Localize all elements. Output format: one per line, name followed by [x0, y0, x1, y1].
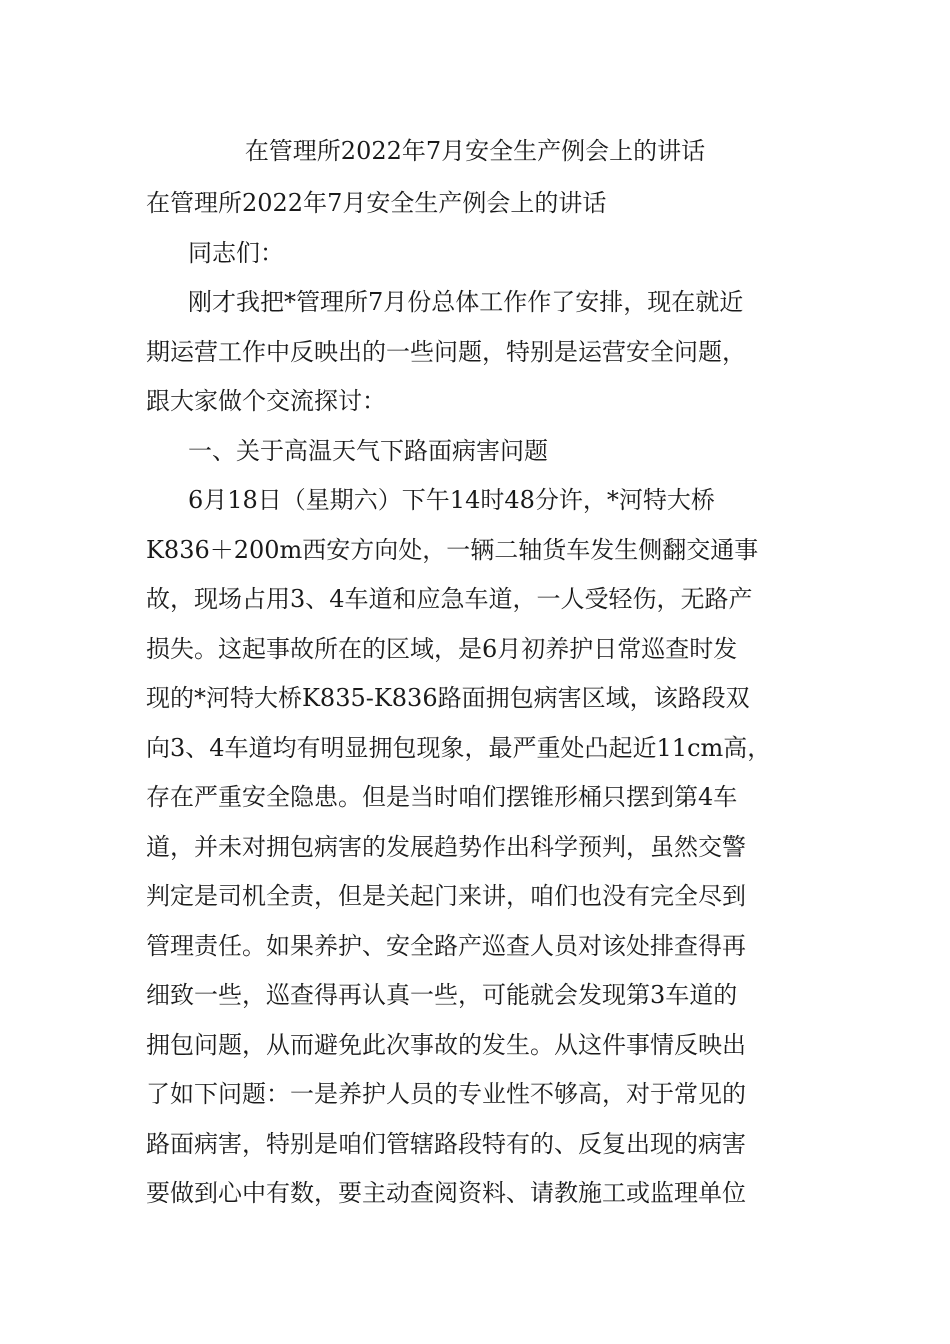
- greeting-line: 同志们：: [188, 238, 284, 267]
- body-line: 要做到心中有数，要主动查阅资料、请教施工或监理单位: [146, 1179, 746, 1207]
- document-body: [146, 179, 836, 1219]
- body-line: 了如下问题：一是养护人员的专业性不够高，对于常见的: [146, 1080, 746, 1108]
- body-line: 路面病害，特别是咱们管辖路段特有的、反复出现的病害: [146, 1129, 746, 1158]
- body-line: 细致一些，巡查得再认真一些，可能就会发现第3车道的: [146, 981, 738, 1009]
- body-line: 在管理所2022年7月安全生产例会上的讲话: [146, 189, 607, 217]
- body-line: 管理责任。如果养护、安全路产巡查人员对该处排查得再: [146, 931, 746, 960]
- body-line: 拥包问题，从而避免此次事故的发生。从这件事情反映出: [146, 1030, 746, 1059]
- paragraph-start: 6月18日（星期六）下午14时48分许，*河特大桥: [188, 486, 715, 514]
- body-line: 跟大家做个交流探讨：: [146, 387, 386, 415]
- document-title: 在管理所2022年7月安全生产例会上的讲话: [244, 137, 706, 165]
- body-line: 故，现场占用3、4车道和应急车道，一人受轻伤，无路产: [146, 585, 753, 613]
- section-heading: 一、关于高温天气下路面病害问题: [188, 436, 548, 465]
- body-line: 判定是司机全责，但是关起门来讲，咱们也没有完全尽到: [146, 882, 746, 910]
- body-line: 期运营工作中反映出的一些问题，特别是运营安全问题，: [146, 337, 746, 366]
- paragraph-start: 刚才我把*管理所7月份总体工作作了安排，现在就近: [188, 288, 744, 316]
- body-line: 现的*河特大桥K835-K836路面拥包病害区域，该路段双: [146, 684, 750, 712]
- body-line: 向3、4车道均有明显拥包现象，最严重处凸起近11cm高，: [146, 733, 772, 762]
- body-line: 存在严重安全隐患。但是当时咱们摆锥形桶只摆到第4车: [146, 783, 738, 811]
- body-line: K836＋200m西安方向处，一辆二轴货车发生侧翻交通事: [146, 535, 759, 564]
- body-line: 道，并未对拥包病害的发展趋势作出科学预判，虽然交警: [146, 832, 746, 861]
- body-line: 损失。这起事故所在的区域，是6月初养护日常巡查时发: [146, 634, 738, 663]
